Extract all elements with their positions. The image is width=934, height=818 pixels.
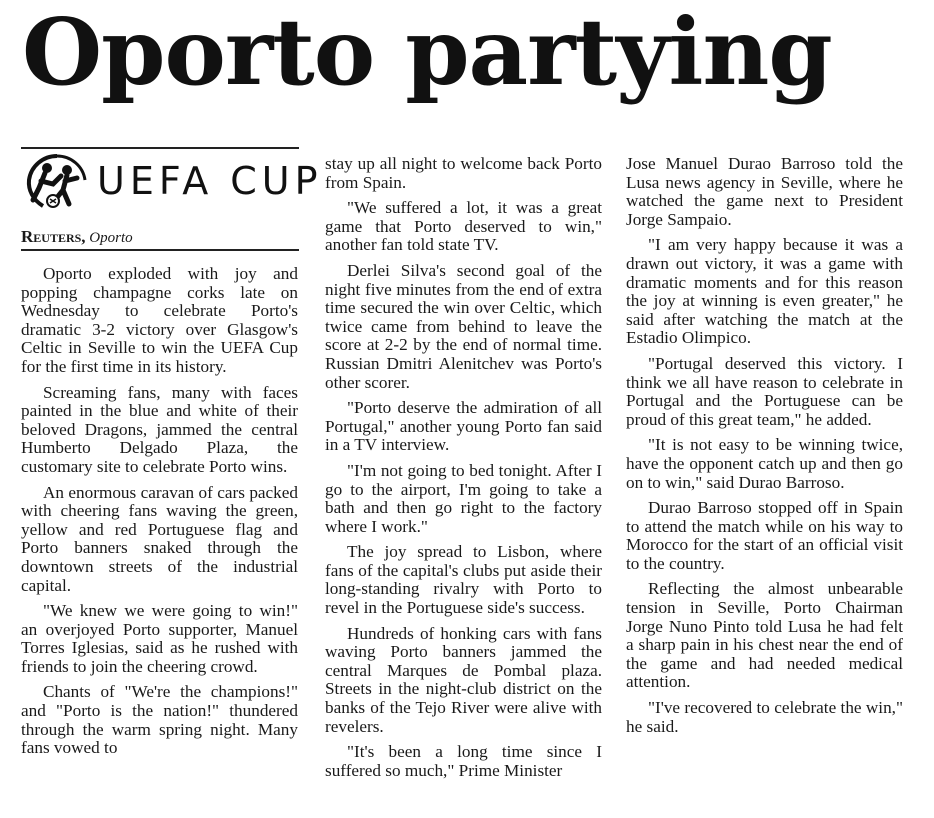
paragraph: Hundreds of honking cars with fans waving Porto banners jammed the central Marques de Pombal plaza. Streets in the night-club district on the banks of the Tejo River were alive with revelers. [325, 623, 602, 736]
paragraph: "It is not easy to be winning twice, have the opponent catch up and then go on to win," said Durao Barroso. [626, 435, 903, 492]
byline [21, 227, 133, 247]
paragraph: "I am very happy because it was a drawn out victory, it was a game with dramatic moments and for this reason the joy at winning is even greater," he said after watching the match at the Estadio Olimpico. [626, 235, 903, 348]
paragraph: Reflecting the almost unbearable tension in Seville, Porto Chairman Jorge Nuno Pinto told Lusa he had felt a sharp pain in his chest near the end of the game and had needed medical attention. [626, 579, 903, 692]
article-column-3 [626, 155, 903, 743]
paragraph: The joy spread to Lisbon, where fans of the capital's clubs put aside their long-standing rivalry with Porto to revel in the Portuguese side's success. [325, 542, 602, 618]
paragraph: Derlei Silva's second goal of the night five minutes from the end of extra time secured the win over Celtic, which twice came from behind to leave the score at 2-2 by the end of normal time. Russian Dmitri Alenitchev was Porto's other scorer. [325, 260, 602, 392]
byline-place: Oporto [89, 230, 133, 246]
article-column-2 [325, 155, 602, 787]
paragraph: Screaming fans, many with faces painted in the blue and white of their beloved Dragons, jammed the central Humberto Delgado Plaza, the customary site to celebrate Porto wins. [21, 382, 298, 476]
top-rule [21, 147, 299, 149]
paragraph: Oporto exploded with joy and popping champagne corks late on Wednesday to celebrate Porto's dramatic 3-2 victory over Glasgow's Celtic in Seville to win the UEFA Cup for the first time in its history. [21, 264, 298, 376]
paragraph: Chants of "We're the champions!" and "Porto is the nation!" thundered through the warm spring night. Many fans vowed to [21, 682, 298, 758]
paragraph: "I'm not going to bed tonight. After I go to the airport, I'm going to take a bath and then go right to the factory where I work." [325, 460, 602, 536]
paragraph: An enormous caravan of cars packed with cheering fans waving the green, yellow and red Portuguese flag and Porto banners snaked through the downtown streets of the industrial capital. [21, 482, 298, 595]
section-header [21, 147, 323, 252]
bottom-rule [21, 249, 299, 251]
headline: Oporto partying [22, 0, 832, 106]
section-logo-text: UEFA CUP [97, 159, 323, 203]
paragraph: "We suffered a lot, it was a great game that Porto deserved to win," another fan told state TV. [325, 198, 602, 255]
byline-agency: Reuters, [21, 227, 86, 246]
paragraph: "It's been a long time since I suffered so much," Prime Minister [325, 742, 602, 780]
paragraph: Durao Barroso stopped off in Spain to attend the match while on his way to Morocco for the start of an official visit to the country. [626, 498, 903, 573]
paragraph: "I've recovered to celebrate the win," he said. [626, 698, 903, 736]
paragraph: "We knew we were going to win!" an overjoyed Porto supporter, Manuel Torres Iglesias, said as he rushed with friends to join the cheering crowd. [21, 601, 298, 676]
paragraph: Jose Manuel Durao Barroso told the Lusa news agency in Seville, where he watched the game next to President Jorge Sampaio. [626, 154, 903, 229]
paragraph: "Portugal deserved this victory. I think we all have reason to celebrate in Portugal and the Portuguese can be proud of this great team," he added. [626, 353, 903, 429]
paragraph: stay up all night to welcome back Porto from Spain. [325, 154, 602, 192]
soccer-players-emblem-icon [23, 154, 91, 210]
article-column-1 [21, 265, 298, 765]
paragraph: "Porto deserve the admiration of all Portugal," another young Porto fan said in a TV interview. [325, 398, 602, 455]
